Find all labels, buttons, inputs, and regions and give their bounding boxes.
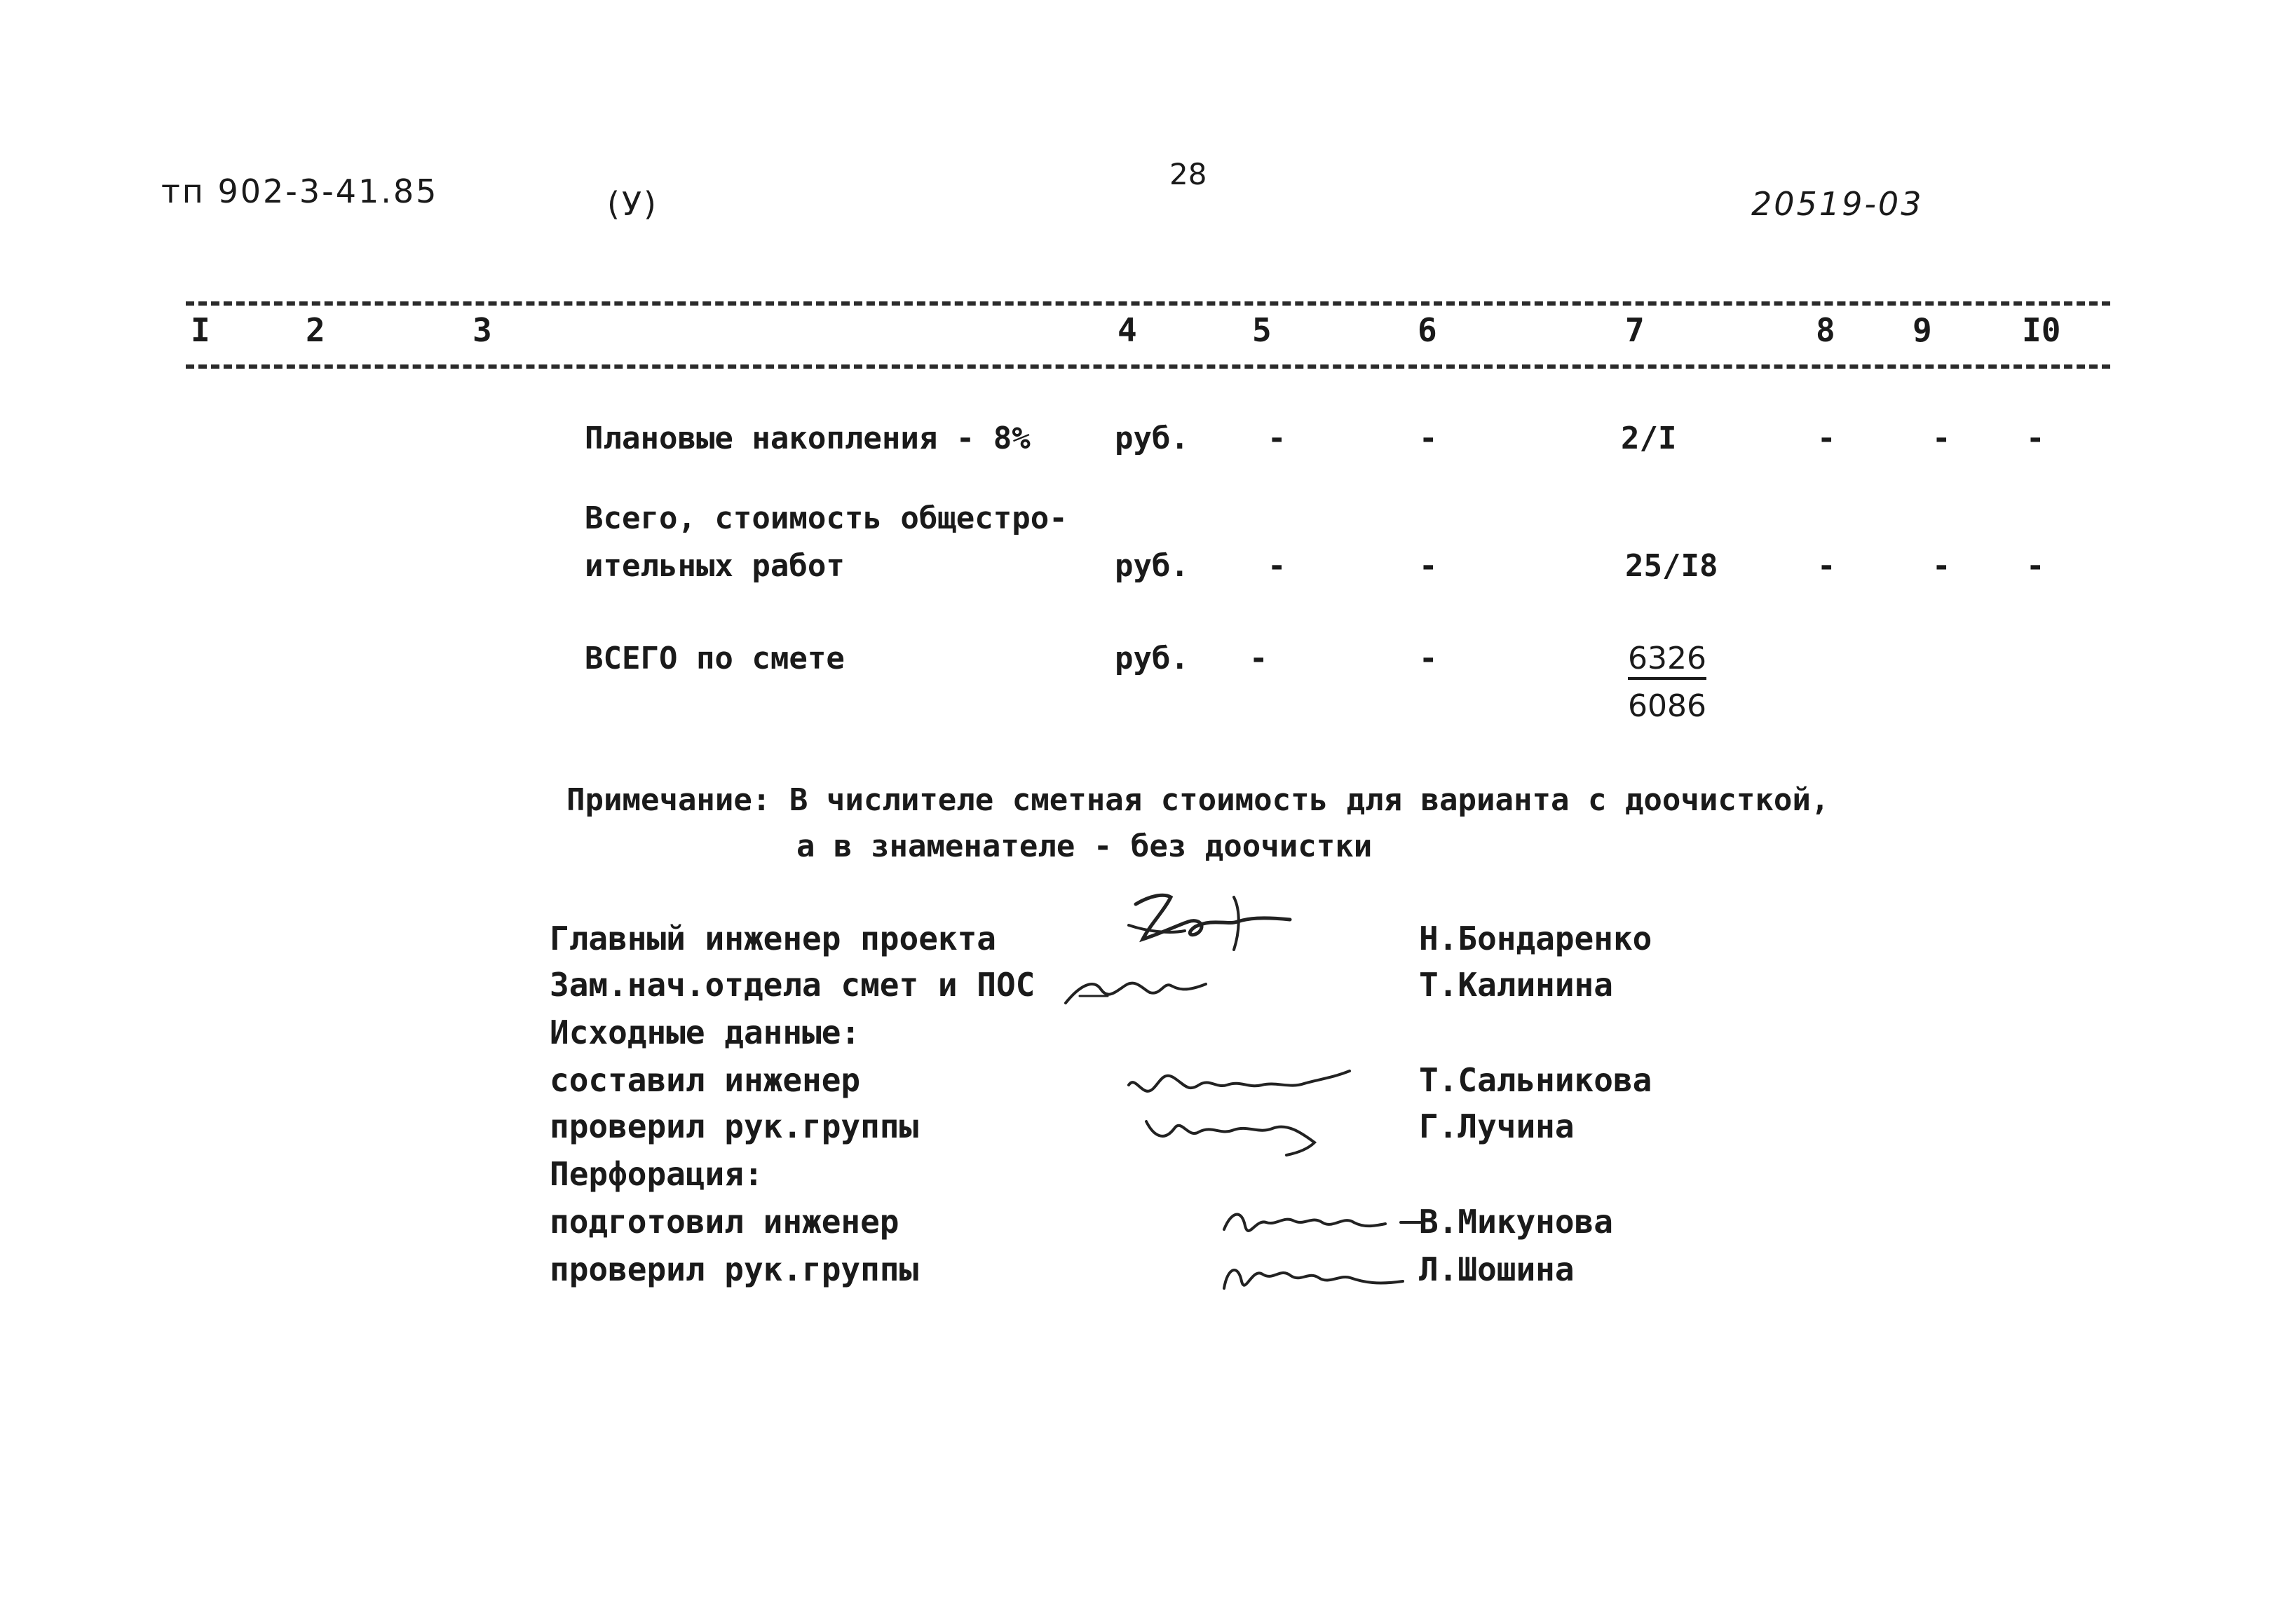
signature-mark-1 bbox=[1122, 883, 1304, 960]
column-number-4: 4 bbox=[1118, 311, 1137, 349]
column-number-6: 6 bbox=[1418, 311, 1437, 349]
column-number-9: 9 bbox=[1913, 311, 1932, 349]
signature-name-5: Г.Лучина bbox=[1419, 1107, 1575, 1145]
signature-mark-8 bbox=[1217, 1246, 1413, 1302]
row-1-col7: 2/I bbox=[1621, 421, 1677, 456]
note-line-2: а в знаменателе - без доочистки bbox=[796, 828, 1373, 864]
column-number-7: 7 bbox=[1625, 311, 1645, 349]
total-numerator: 6326 bbox=[1628, 643, 1706, 680]
signature-name-7: В.Микунова bbox=[1419, 1203, 1613, 1241]
column-number-5: 5 bbox=[1252, 311, 1272, 349]
total-denominator: 6086 bbox=[1628, 688, 1706, 724]
row-1-col9: - bbox=[1932, 421, 1951, 456]
row-2-name-line-2: ительных работ bbox=[585, 548, 845, 584]
row-1-col8: - bbox=[1817, 421, 1836, 456]
row-2-col10: - bbox=[2026, 548, 2045, 584]
row-2-col9: - bbox=[1932, 548, 1951, 584]
signature-role-8: проверил рук.группы bbox=[550, 1250, 919, 1288]
signature-mark-5 bbox=[1136, 1100, 1332, 1171]
signature-role-6: Перфорация: bbox=[550, 1155, 763, 1193]
signature-role-5: проверил рук.группы bbox=[550, 1107, 919, 1145]
signature-name-4: Т.Сальникова bbox=[1419, 1061, 1652, 1099]
row-2-col7: 25/I8 bbox=[1625, 548, 1718, 584]
row-1-col10: - bbox=[2026, 421, 2045, 456]
signature-role-2: Зам.нач.отдела смет и ПОС bbox=[550, 966, 1035, 1004]
row-2-col8: - bbox=[1817, 548, 1836, 584]
row-2-name-line-1: Всего, стоимость общестро- bbox=[585, 500, 1068, 536]
row-1-col6: - bbox=[1419, 421, 1438, 456]
signature-name-2: Т.Калинина bbox=[1419, 966, 1613, 1004]
column-number-8: 8 bbox=[1816, 311, 1835, 349]
column-number-3: 3 bbox=[473, 311, 492, 349]
signature-role-7: подготовил инженер bbox=[550, 1203, 899, 1241]
row-2-unit: руб. bbox=[1115, 548, 1189, 584]
row-2-col5: - bbox=[1268, 548, 1286, 584]
signature-name-1: Н.Бондаренко bbox=[1419, 920, 1652, 957]
document-mark: (У) bbox=[607, 185, 658, 223]
row-3-col6: - bbox=[1419, 641, 1438, 676]
signature-role-4: составил инженер bbox=[550, 1061, 861, 1099]
signature-role-3: Исходные данные: bbox=[550, 1014, 861, 1051]
row-2-col6: - bbox=[1419, 548, 1438, 584]
signature-mark-2 bbox=[1059, 964, 1213, 1014]
signature-name-8: Л.Шошина bbox=[1419, 1250, 1575, 1288]
table-top-rule bbox=[186, 301, 2110, 306]
row-1-col5: - bbox=[1268, 421, 1286, 456]
row-1-unit: руб. bbox=[1115, 421, 1189, 456]
row-3-col5: - bbox=[1249, 641, 1268, 676]
album-code: 20519-03 bbox=[1751, 185, 1924, 223]
document-code: тп 902-3-41.85 bbox=[161, 172, 439, 210]
table-header-rule bbox=[186, 364, 2110, 369]
column-number-2: 2 bbox=[306, 311, 325, 349]
signature-role-1: Главный инженер проекта bbox=[550, 920, 996, 957]
row-3-unit: руб. bbox=[1115, 641, 1189, 676]
column-number-1: I bbox=[191, 311, 210, 349]
page-number: 28 bbox=[1169, 157, 1207, 191]
row-1-name: Плановые накопления - 8% bbox=[585, 421, 1031, 456]
signature-mark-7 bbox=[1217, 1194, 1427, 1250]
row-3-name: ВСЕГО по смете bbox=[585, 641, 845, 676]
column-number-10: I0 bbox=[2022, 311, 2061, 349]
note-line-1: Примечание: В числителе сметная стоимость для варианта с доочисткой, bbox=[566, 782, 1830, 818]
